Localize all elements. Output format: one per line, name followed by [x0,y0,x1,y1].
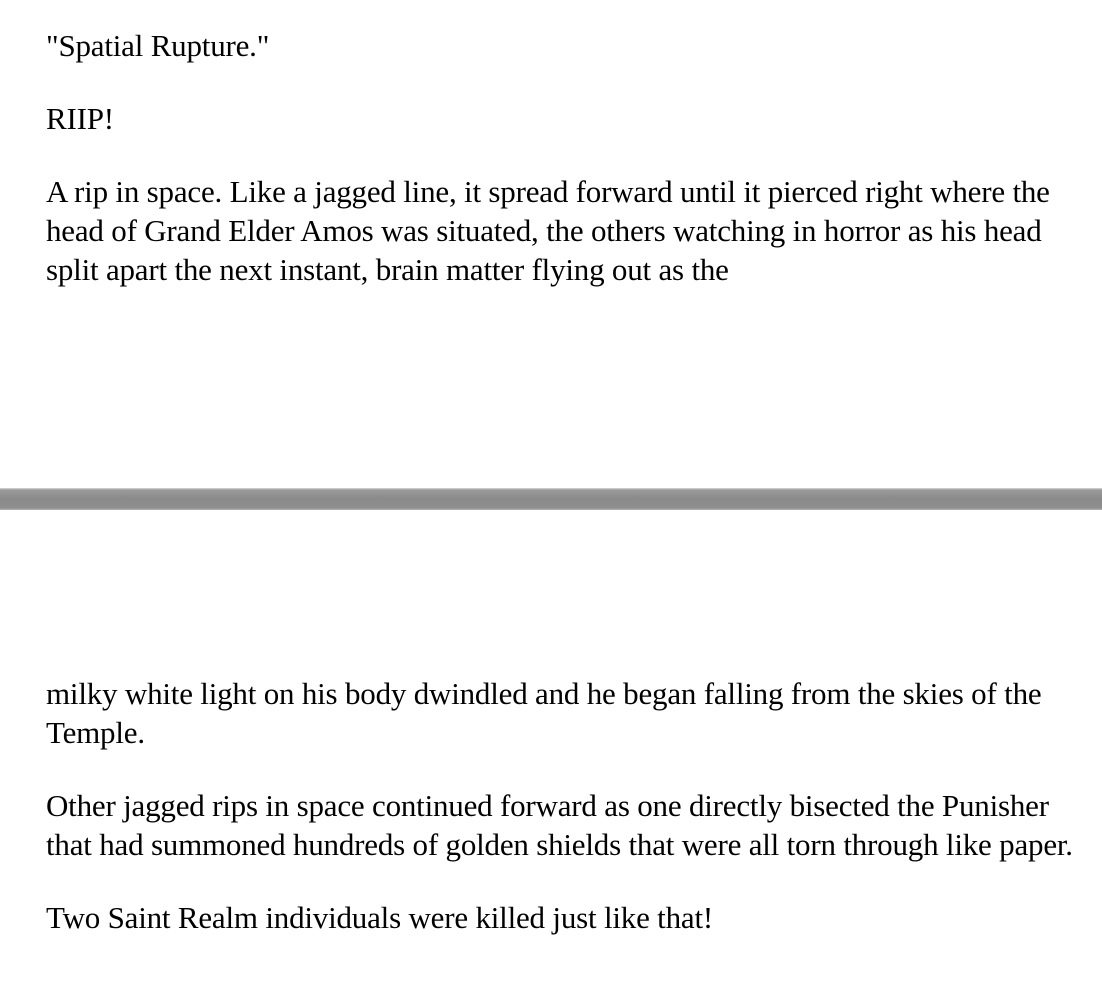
page-divider [0,488,1102,510]
paragraph-conclusion: Two Saint Realm individuals were killed just like that! [46,900,713,935]
paragraph-rip-description: A rip in space. Like a jagged line, it spread forward until it pierced right where the head of Grand Elder Amos was situated, the others watching in horror as his head split apart the next instant, brain matter flying out as the [46,174,1050,287]
paragraph-punisher: Other jagged rips in space continued forward as one directly bisected the Punisher that had summoned hundreds of golden shields that were all torn through like paper. [46,788,1073,862]
paragraph-continuation: milky white light on his body dwindled and he began falling from the skies of the Temple. [46,676,1042,750]
paragraph-sound-effect: RIIP! [46,101,114,136]
top-page-text [46,26,1086,289]
paragraph-spell-name: "Spatial Rupture." [46,28,270,63]
bottom-page-text [46,674,1086,937]
